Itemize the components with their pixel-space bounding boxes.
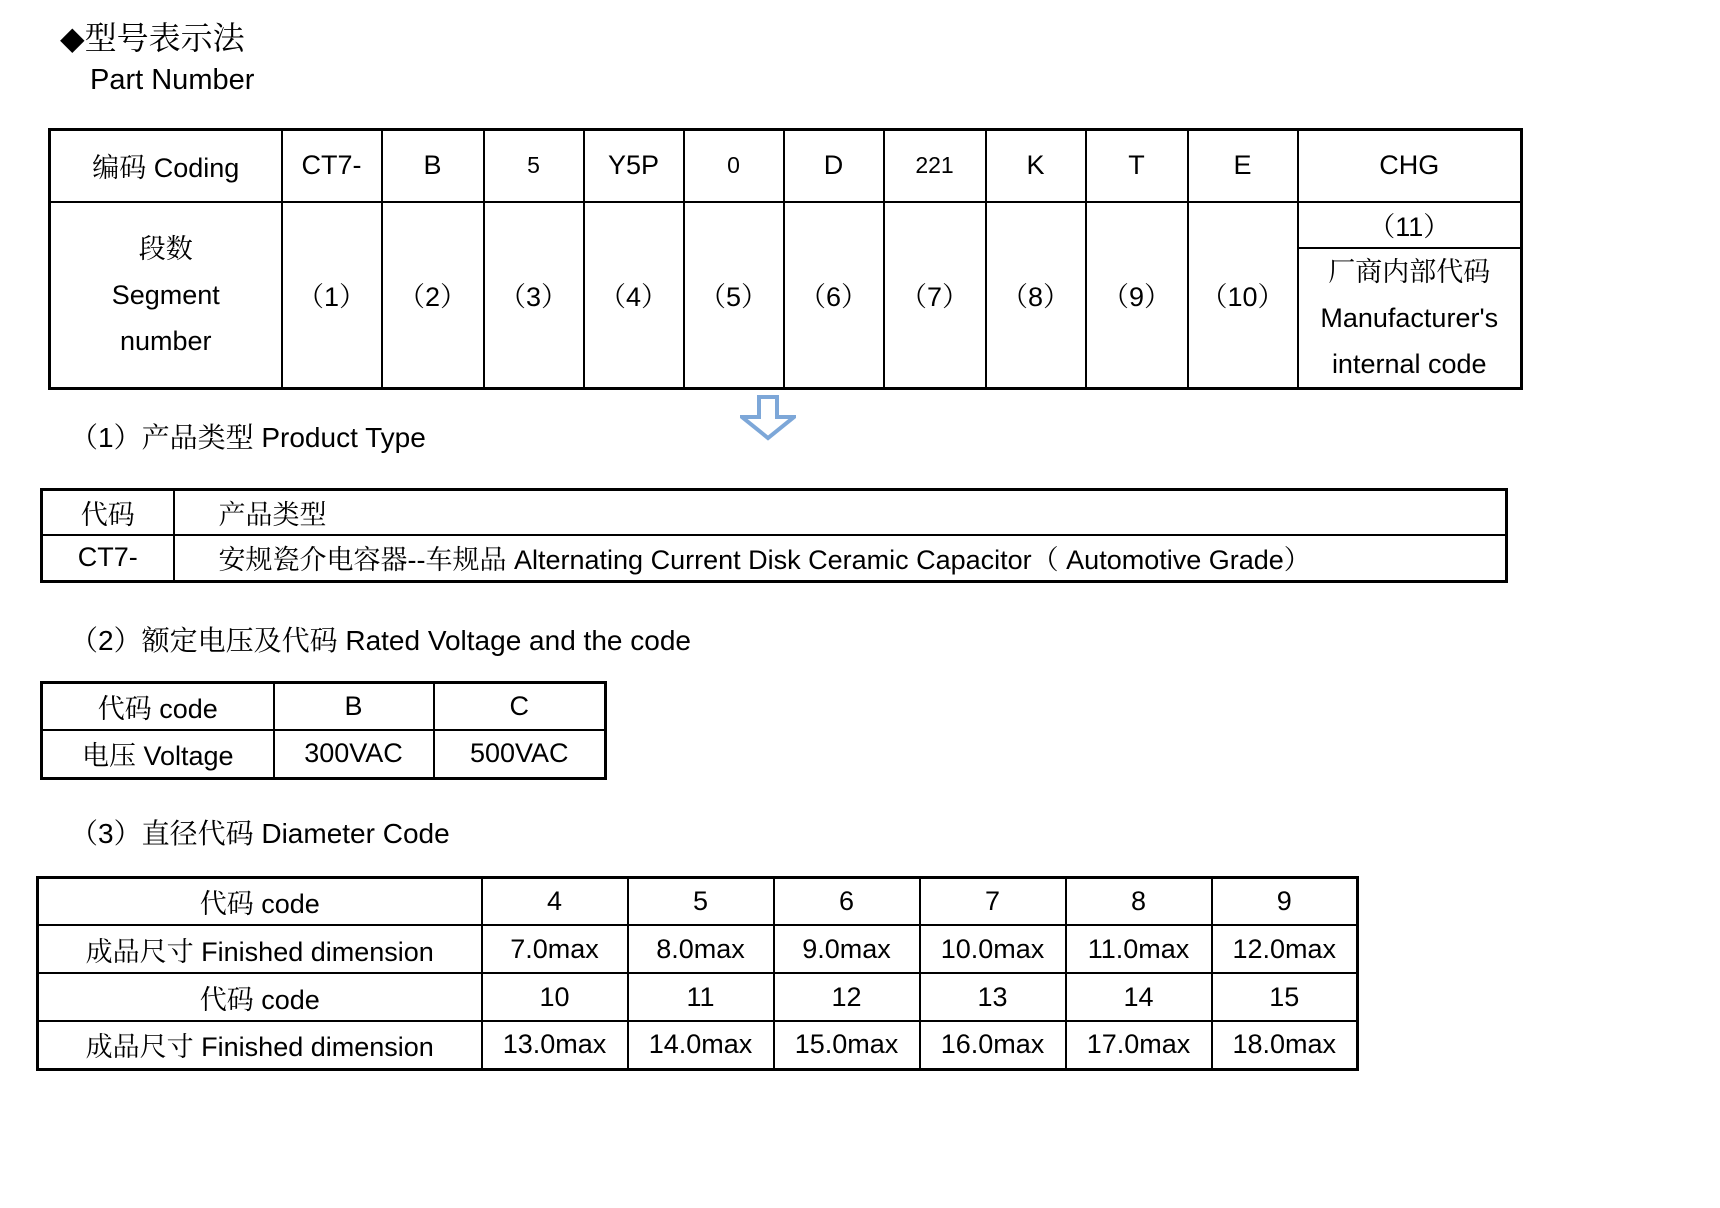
segment-number-label-cell [50,202,282,389]
segment-cell: （6） [784,202,884,389]
code-cell: Y5P [584,130,684,202]
row-label-cell: 成品尺寸 Finished dimension [38,1021,482,1069]
code-cell: 5 [484,130,584,202]
down-arrow-icon [740,395,796,441]
diameter-code-cell: 8 [1066,877,1212,925]
row-label-cell: 代码 code [42,682,274,730]
segment-cell: （7） [884,202,986,389]
product-type-cell: 安规瓷介电容器--车规品 Alternating Current Disk Ceramic Capacitor（ Automotive Grade） [174,535,1507,581]
manufacturer-code-en2: internal code [1331,348,1487,379]
code-cell: T [1086,130,1188,202]
voltage-value-cell: 300VAC [274,730,434,778]
manufacturer-code-cn: 厂商内部代码 [1328,256,1491,287]
segment-label-en1: Segment [111,279,220,310]
segment-cell: （5） [684,202,784,389]
code-cell: K [986,130,1086,202]
dimension-cell: 15.0max [774,1021,920,1069]
dimension-cell: 14.0max [628,1021,774,1069]
segment-cell: （8） [986,202,1086,389]
rated-voltage-table [40,681,607,780]
diameter-code-cell: 14 [1066,973,1212,1021]
code-cell: D [784,130,884,202]
product-type-table [40,488,1508,583]
dimension-cell: 18.0max [1212,1021,1358,1069]
down-arrow-shape [742,397,794,438]
diameter-code-cell: 6 [774,877,920,925]
section-heading-product-type: （1）产品类型 Product Type [70,421,426,453]
column-header: 代码 [42,489,174,535]
code-cell: B [382,130,484,202]
dimension-cell: 11.0max [1066,925,1212,973]
diameter-code-cell: 10 [482,973,628,1021]
part-number-table [48,128,1523,390]
dimension-cell: 8.0max [628,925,774,973]
code-cell: CHG [1298,130,1522,202]
diameter-code-cell: 11 [628,973,774,1021]
section-heading-diameter-code: （3）直径代码 Diameter Code [70,817,450,849]
diameter-code-cell: 7 [920,877,1066,925]
product-code-cell: CT7- [42,535,174,581]
dimension-cell: 13.0max [482,1021,628,1069]
code-cell: 0 [684,130,784,202]
coding-label-cell: 编码 Coding [50,130,282,202]
row-label-cell: 电压 Voltage [42,730,274,778]
dimension-cell: 9.0max [774,925,920,973]
segment-cell: （1） [282,202,382,389]
code-cell: 221 [884,130,986,202]
segment-cell: （3） [484,202,584,389]
page-title-cn: ◆型号表示法 [60,20,245,56]
column-header: 产品类型 [174,489,1507,535]
diameter-code-table [36,876,1359,1071]
row-label-cell: 代码 code [38,973,482,1021]
segment-cell: （2） [382,202,484,389]
code-cell: E [1188,130,1298,202]
dimension-cell: 10.0max [920,925,1066,973]
segment-label-en2: number [119,325,212,356]
dimension-cell: 12.0max [1212,925,1358,973]
diameter-code-cell: 12 [774,973,920,1021]
manufacturer-code-en1: Manufacturer's [1320,302,1499,333]
voltage-code-cell: B [274,682,434,730]
row-label-cell: 成品尺寸 Finished dimension [38,925,482,973]
voltage-value-cell: 500VAC [434,730,606,778]
dimension-cell: 17.0max [1066,1021,1212,1069]
segment-label-cn: 段数 [138,233,193,264]
row-label-cell: 代码 code [38,877,482,925]
diameter-code-cell: 4 [482,877,628,925]
page-title-en: Part Number [90,64,255,96]
segment-11-cell: （11） [1298,202,1522,248]
section-heading-rated-voltage: （2）额定电压及代码 Rated Voltage and the code [70,624,691,656]
diameter-code-cell: 15 [1212,973,1358,1021]
code-cell: CT7- [282,130,382,202]
voltage-code-cell: C [434,682,606,730]
segment-cell: （9） [1086,202,1188,389]
segment-cell: （4） [584,202,684,389]
dimension-cell: 16.0max [920,1021,1066,1069]
diameter-code-cell: 13 [920,973,1066,1021]
diameter-code-cell: 9 [1212,877,1358,925]
manufacturer-internal-code-cell [1298,248,1522,389]
dimension-cell: 7.0max [482,925,628,973]
diameter-code-cell: 5 [628,877,774,925]
segment-cell: （10） [1188,202,1298,389]
